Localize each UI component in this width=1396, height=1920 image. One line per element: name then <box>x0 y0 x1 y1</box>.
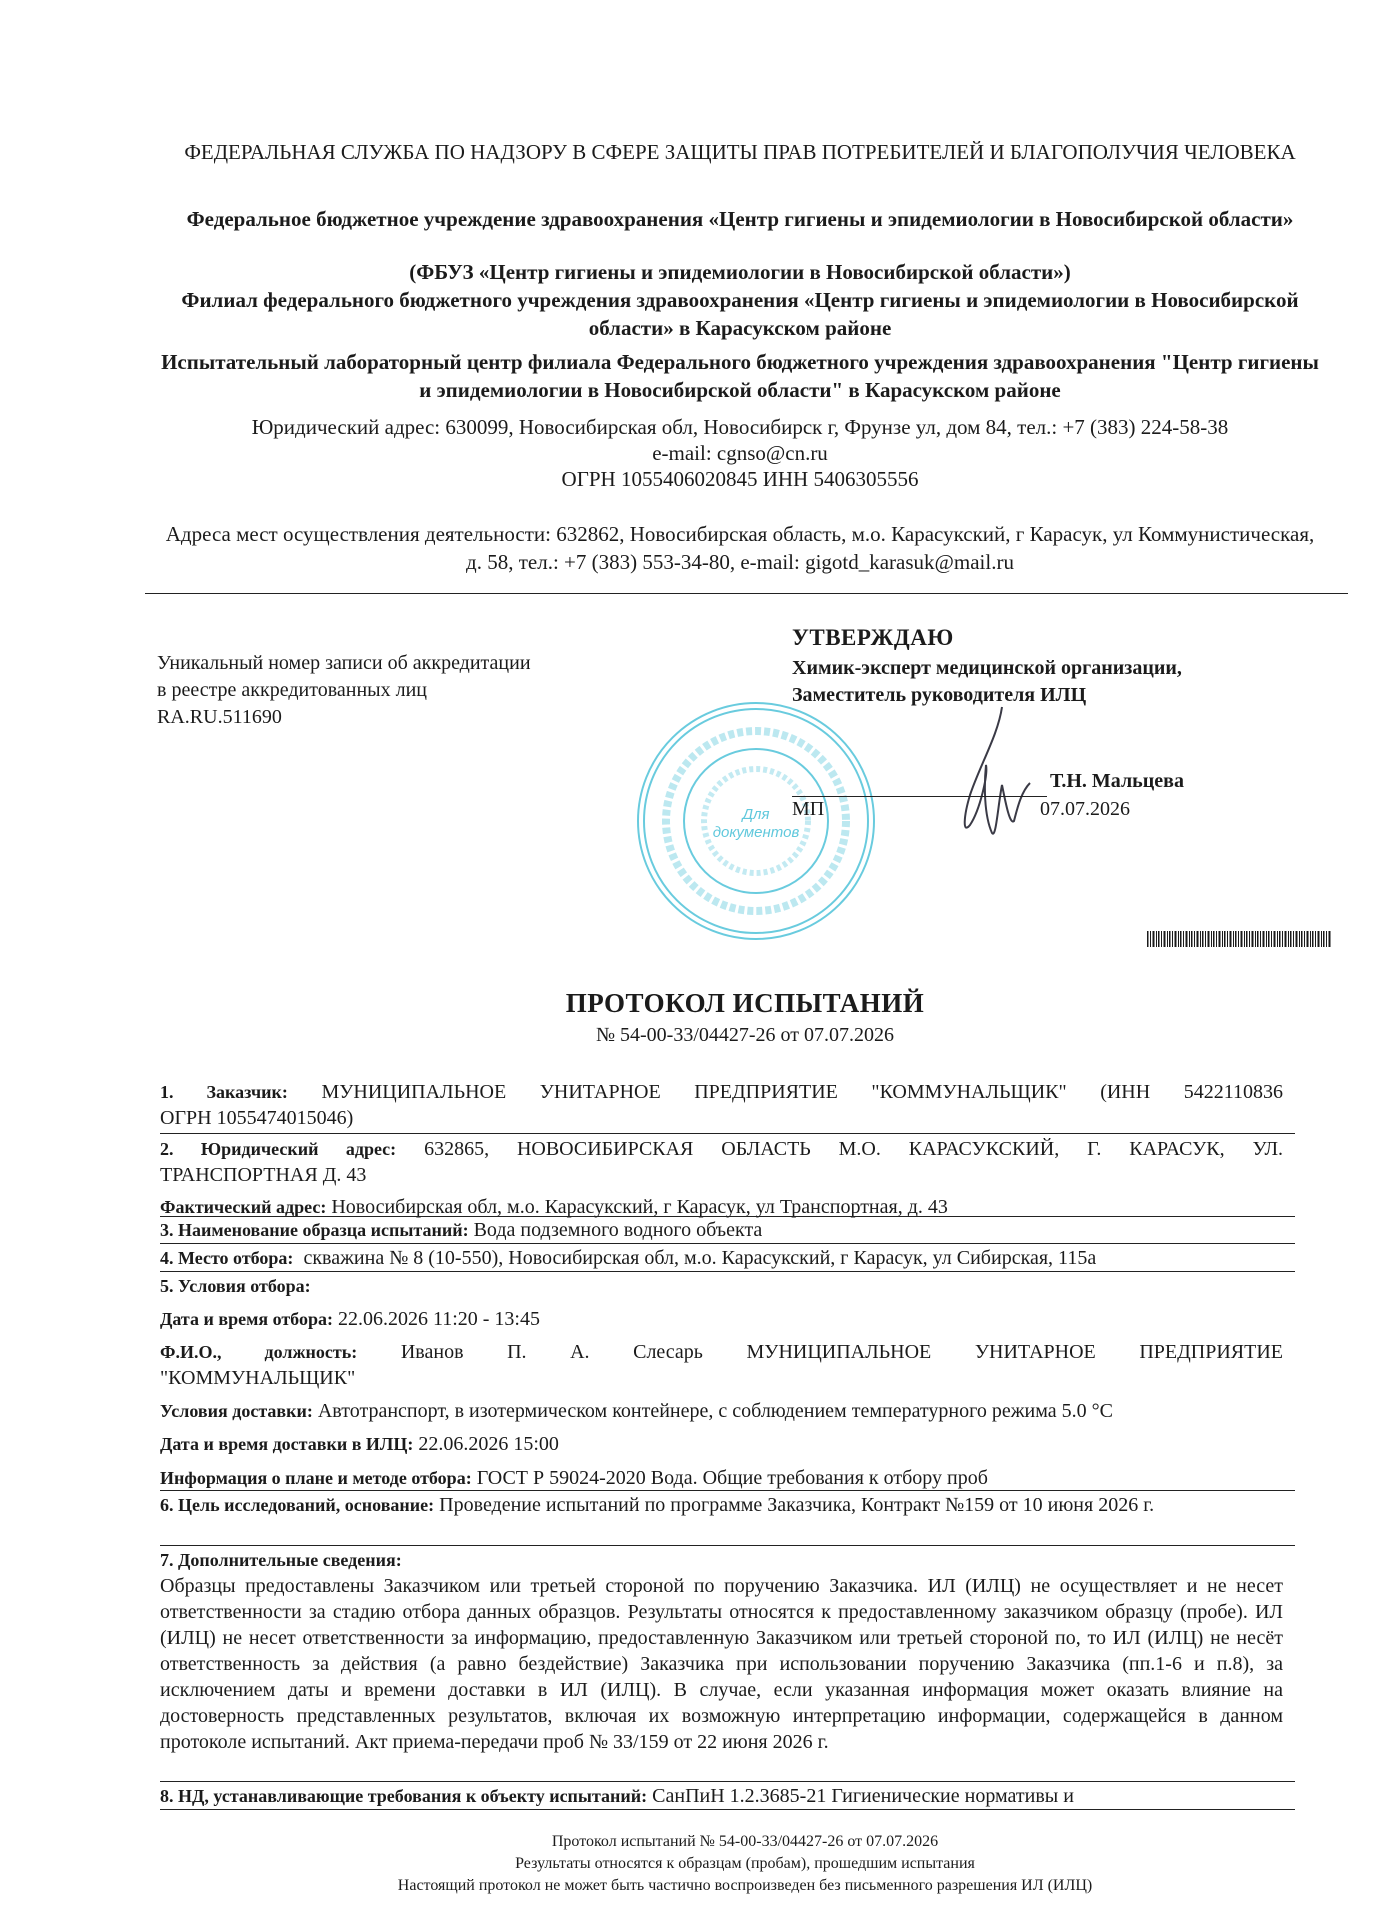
sampler-label: Ф.И.О., должность: <box>160 1342 358 1362</box>
protocol-title: ПРОТОКОЛ ИСПЫТАНИЙ <box>565 988 925 1018</box>
footer-line-3: Настоящий протокол не может быть частично воспроизведен без письменного разрешения ИЛ (ИЛЦ) <box>397 1877 1093 1894</box>
normative-docs-value: СанПиН 1.2.3685-21 Гигиенические нормативы и <box>652 1785 1074 1807</box>
legal-address-value-line-2: ТРАНСПОРТНАЯ Д. 43 <box>160 1164 367 1186</box>
delivery-conditions-row <box>160 1398 1283 1424</box>
approval-title: УТВЕРЖДАЮ <box>792 625 954 650</box>
approval-date: 07.07.2026 <box>1040 798 1130 820</box>
branch-name: Филиал федерального бюджетного учреждения здравоохранения «Центр гигиены и эпидемиологии в Новосибирской области» в Карасукском районе <box>181 288 1299 340</box>
sampling-conditions-label: 5. Условия отбора: <box>160 1276 311 1296</box>
section-customer <box>160 1079 1283 1131</box>
delivery-time-value: 22.06.2026 15:00 <box>418 1433 559 1455</box>
seal-place-mark: МП <box>792 798 825 820</box>
delivery-conditions-value: Автотранспорт, в изотермическом контейнере, с соблюдением температурного режима 5.0 °C <box>317 1400 1113 1422</box>
approver-position <box>792 655 1312 709</box>
sampling-datetime-label: Дата и время отбора: <box>160 1309 333 1329</box>
additional-info-label: 7. Дополнительные сведения: <box>160 1550 402 1570</box>
rule-5 <box>160 1490 1295 1491</box>
legal-address-label: 2. Юридический адрес: <box>160 1139 397 1159</box>
legal-address-value-line-1: 632865, НОВОСИБИРСКАЯ ОБЛАСТЬ М.О. КАРАСУКСКИЙ, Г. КАРАСУК, УЛ. <box>424 1138 1284 1160</box>
institution-short-name: (ФБУЗ «Центр гигиены и эпидемиологии в Новосибирской области») <box>409 260 1071 284</box>
section-legal-address <box>160 1136 1283 1220</box>
sampling-plan-label: Информация о плане и методе отбора: <box>160 1468 472 1488</box>
sampling-datetime-row <box>160 1306 1283 1332</box>
sampler-row <box>160 1339 1283 1391</box>
accreditation-line-1: Уникальный номер записи об аккредитации <box>157 652 531 674</box>
institution-full-name: Федеральное бюджетное учреждение здравоохранения «Центр гигиены и эпидемиологии в Новосибирской области» <box>186 207 1294 231</box>
rule-6 <box>160 1545 1295 1546</box>
signature-line <box>792 796 1047 797</box>
customer-value-line-2: ОГРН 1055474015046) <box>160 1107 354 1129</box>
section-sampling-conditions-header <box>160 1273 1283 1299</box>
sampling-place-value: скважина № 8 (10-550), Новосибирская обл, м.о. Карасукский, г Карасук, ул Сибирская, 115а <box>303 1247 1097 1269</box>
accreditation-line-2: в реестре аккредитованных лиц <box>157 679 427 701</box>
rule-4 <box>160 1271 1295 1272</box>
rule-3 <box>160 1243 1295 1244</box>
accreditation-block <box>157 650 617 731</box>
protocol-number: № 54-00-33/04427-26 от 07.07.2026 <box>595 1024 895 1046</box>
footer-line-1: Протокол испытаний № 54-00-33/04427-26 от 07.07.2026 <box>551 1833 939 1850</box>
sample-name-label: 3. Наименование образца испытаний: <box>160 1220 469 1240</box>
rule-8 <box>160 1809 1295 1810</box>
handwritten-signature <box>940 705 1060 855</box>
section-normative-docs <box>160 1783 1283 1809</box>
header-divider <box>145 593 1348 594</box>
agency-name: ФЕДЕРАЛЬНАЯ СЛУЖБА ПО НАДЗОРУ В СФЕРЕ ЗАЩИТЫ ПРАВ ПОТРЕБИТЕЛЕЙ И БЛАГОПОЛУЧИЯ ЧЕЛОВЕКА <box>184 140 1296 164</box>
approver-name: Т.Н. Мальцева <box>1050 770 1184 792</box>
legal-address: Юридический адрес: 630099, Новосибирская обл, Новосибирск г, Фрунзе ул, дом 84, тел.: +7 (383) 224-58-38 <box>251 415 1229 439</box>
page-footer <box>0 1831 1396 1897</box>
customer-value-line-1: МУНИЦИПАЛЬНОЕ УНИТАРНОЕ ПРЕДПРИЯТИЕ "КОММУНАЛЬЩИК" (ИНН 5422110836 <box>321 1081 1283 1103</box>
rule-7 <box>160 1781 1295 1782</box>
sampling-plan-value: ГОСТ Р 59024-2020 Вода. Общие требования к отбору проб <box>476 1467 988 1489</box>
section-additional-info <box>160 1547 1283 1755</box>
actual-address-value: Новосибирская обл, м.о. Карасукский, г Карасук, ул Транспортная, д. 43 <box>331 1196 948 1218</box>
lab-email: e-mail: cgnso@cn.ru <box>652 441 828 465</box>
sampling-datetime-value: 22.06.2026 11:20 - 13:45 <box>337 1308 540 1330</box>
delivery-time-label: Дата и время доставки в ИЛЦ: <box>160 1434 414 1454</box>
activity-address: Адреса мест осуществления деятельности: 632862, Новосибирская область, м.о. Карасукский, г Карасук, ул Коммунистическая, д. 58, тел.: +7 (383) 553-34-80, e-mail: gigotd_karasuk@mail.ru <box>165 522 1315 574</box>
purpose-value: Проведение испытаний по программе Заказчика, Контракт №159 от 10 июня 2026 г. <box>439 1494 1155 1516</box>
delivery-time-row <box>160 1431 1283 1457</box>
rule-1 <box>160 1133 1295 1134</box>
purpose-label: 6. Цель исследований, основание: <box>160 1495 435 1515</box>
actual-address-label: Фактический адрес: <box>160 1197 327 1217</box>
ogrn-inn: ОГРН 1055406020845 ИНН 5406305556 <box>561 467 919 491</box>
sampling-place-label: 4. Место отбора: <box>160 1248 294 1268</box>
sample-name-value: Вода подземного водного объекта <box>473 1219 763 1241</box>
stamp-text-1: Для <box>742 806 770 823</box>
sampler-value-line-2: "КОММУНАЛЬЩИК" <box>160 1367 356 1389</box>
stamp-text-2: документов <box>712 824 800 841</box>
sampling-plan-row <box>160 1465 1283 1491</box>
customer-label: 1. Заказчик: <box>160 1082 288 1102</box>
delivery-conditions-label: Условия доставки: <box>160 1401 313 1421</box>
section-purpose <box>160 1492 1283 1518</box>
accreditation-number: RA.RU.511690 <box>157 706 282 728</box>
additional-info-value: Образцы предоставлены Заказчиком или третьей стороной по поручению Заказчика. ИЛ (ИЛЦ) не осуществляет и не несет ответственности за стадию отбора данных образцов. Результаты относятся к предоставленному заказчиком образцу (пробе). ИЛ (ИЛЦ) не несет ответственности за информацию, предоставленную Заказчиком или третьей стороной по, то ИЛ (ИЛЦ) не несёт ответственность за действия (а равно бездействие) Заказчика при использовании поручению Заказчика (пп.1-6 и п.8), за исключением даты и времени доставки в ИЛ (ИЛЦ). В случае, если указанная информация может оказать влияние на достоверность представленных результатов, включая их возможную интерпретацию информации, содержащейся в данном протоколе испытаний. Акт приема-передачи проб № 33/159 от 22 июня 2026 г. <box>160 1575 1283 1753</box>
sampler-value-line-1: Иванов П. А. Слесарь МУНИЦИПАЛЬНОЕ УНИТАРНОЕ ПРЕДПРИЯТИЕ <box>400 1341 1283 1363</box>
normative-docs-label: 8. НД, устанавливающие требования к объекту испытаний: <box>160 1786 648 1806</box>
approver-position-line-1: Химик-эксперт медицинской организации, <box>792 657 1182 679</box>
approver-position-line-2: Заместитель руководителя ИЛЦ <box>792 684 1087 706</box>
section-sampling-place <box>160 1245 1283 1271</box>
round-stamp-seal <box>632 697 880 945</box>
barcode <box>1147 931 1331 947</box>
lab-center-name: Испытательный лабораторный центр филиала Федерального бюджетного учреждения здравоохранения "Центр гигиены и эпидемиологии в Новосибирской области" в Карасукском районе <box>161 350 1319 402</box>
section-sample-name <box>160 1217 1283 1243</box>
footer-line-2: Результаты относятся к образцам (пробам), прошедшим испытания <box>515 1855 975 1872</box>
